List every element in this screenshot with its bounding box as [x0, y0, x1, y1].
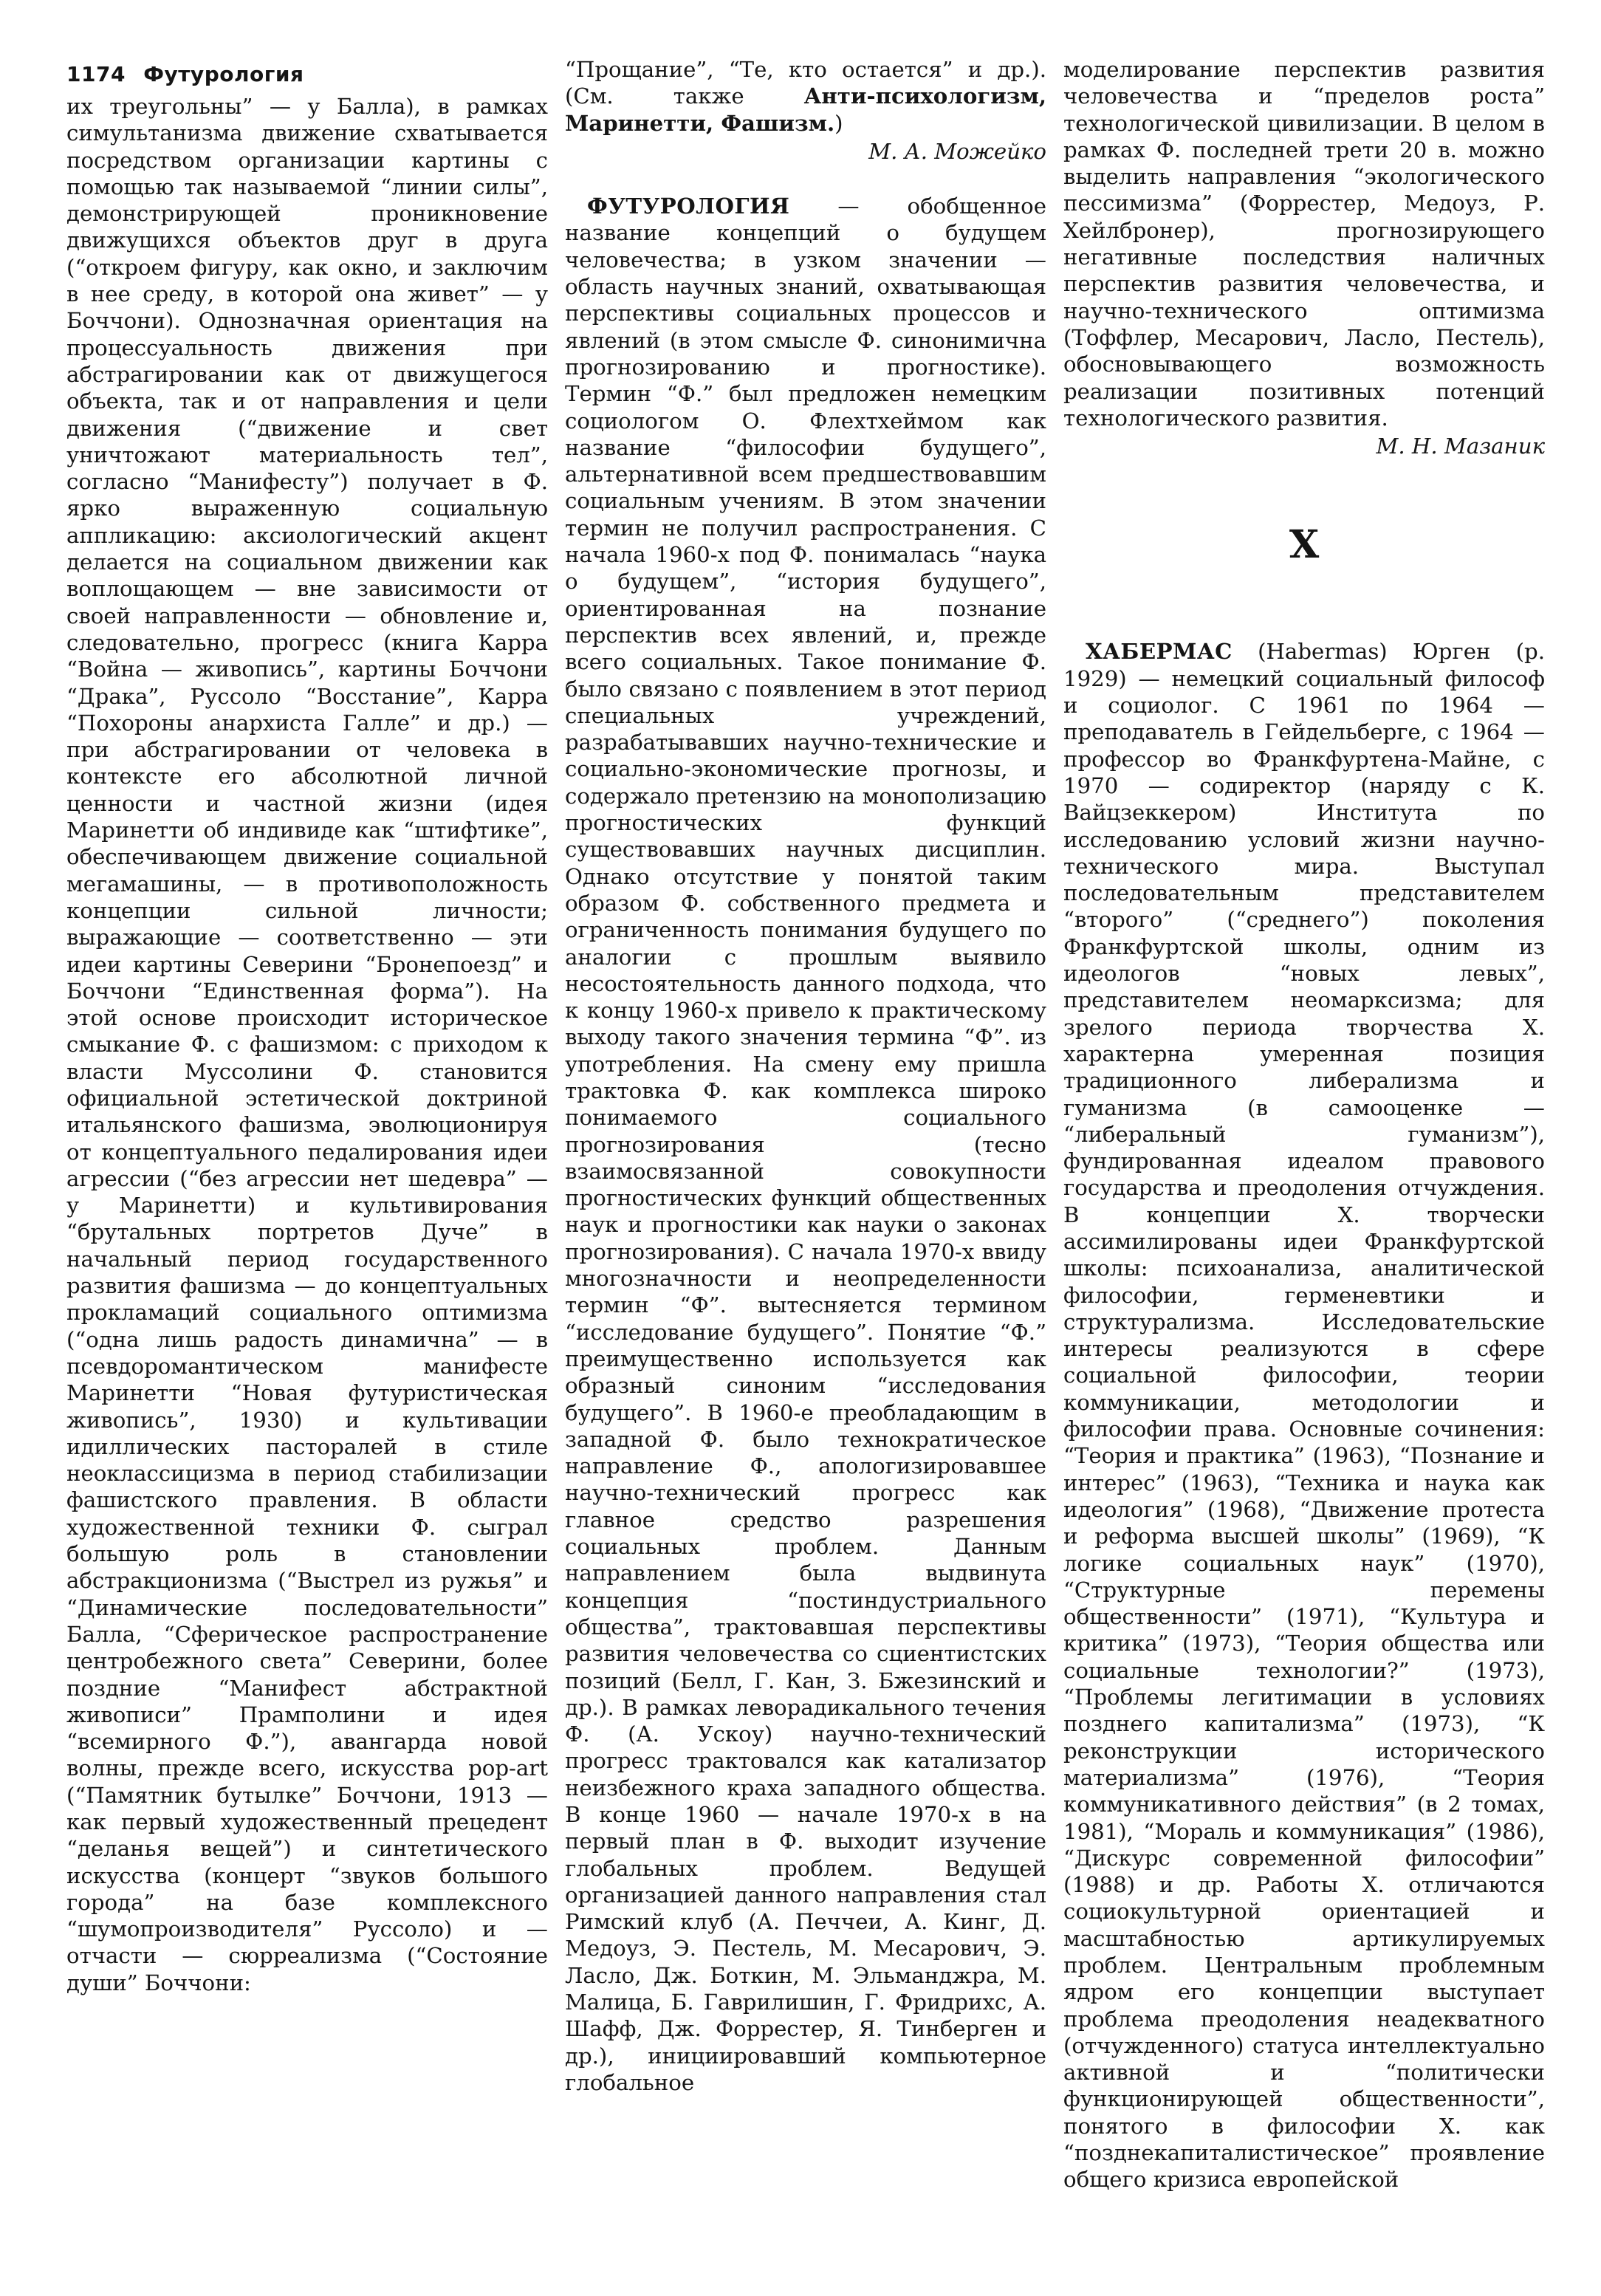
futurology-entry: [565, 193, 1046, 2096]
futurism-continuation-text: “Прощание”, “Те, кто остается” и др.). (См. также: [565, 57, 1046, 109]
entry-headword-habermas: ХАБЕРМАС: [1086, 639, 1233, 665]
column-2: [565, 56, 1046, 2242]
page-number: 1174: [66, 62, 126, 86]
author-signature-mazanik: М. Н. Мазаник: [1376, 434, 1545, 459]
running-head-title: Футурология: [143, 62, 304, 86]
futurism-entry-continuation: их треугольны” — у Балла), в рамках симультанизма движение схватывается посредством организации картины с помощью так называемой “линии силы”, демонстрирующей проникновение движущихся объектов друг в друга (“откроем фигуру, как окно, и заключим в нее среду, в которой она живет” — у Боччони). Однозначная ориентация на процессуальность движения при абстрагировании как от движущегося объекта, так и от направления и цели движения (“движение и свет уничтожают материальность тел”, согласно “Манифесту”) получает в Ф. ярко выраженную социальную аппликацию: аксиологический акцент делается на социальном движении как воплощающем — вне зависимости от своей направленности — обновление и, следовательно, прогресс (книга Карра “Война — живопись”, картины Боччони “Драка”, Руссоло “Восстание”, Карра “Похороны анархиста Галле” и др.) — при абстрагировании от человека в контексте его абсолютной личной ценности и частной жизни (идея Маринетти об индивиде как “штифтике”, обеспечивающем движение социальной мегамашины, — в противоположность концепции сильной личности; выражающие — соответственно — эти идеи картины Северини “Бронепоезд” и Боччони “Единственная форма”). На этой основе происходит историческое смыкание Ф. с фашизмом: с приходом к власти Муссолини Ф. становится официальной эстетической доктриной итальянского фашизма, эволюционируя от концептуального педалирования идеи агрессии (“без агрессии нет шедевра” — у Маринетти) и культивирования “брутальных портретов Дуче” в начальный период государственного развития фашизма — до концептуальных прокламаций социального оптимизма (“одна лишь радость динамична” — в псевдоромантическом манифесте Маринетти “Новая футуристическая живопись”, 1930) и культивации идиллических пасторалей в стиле неоклассицизма в период стабилизации фашистского правления. В области художественной техники Ф. сыграл большую роль в становлении абстракционизма (“Выстрел из ружья” и “Динамические последовательности” Балла, “Сферическое распространение центробежного света” Северини, более поздние “Манифест абстрактной живописи” Прамполини и идея “всемирного Ф.”), авангарда новой волны, прежде всего, искусства pop-art (“Памятник бутылке” Боччони, 1913 — как первый художественный прецедент “деланья вещей”) и синтетического искусства (концерт “звуков большого города” на базе комплексного “шумопроизводителя” Руссоло) и — отчасти — сюрреализма (“Состояние души” Боччони:: [66, 94, 548, 1995]
author-signature-mozheiko: М. А. Можейко: [868, 138, 1046, 164]
see-also-close: ): [834, 110, 843, 136]
entry-headword-futurology: ФУТУРОЛОГИЯ: [587, 193, 790, 219]
running-head: [66, 62, 304, 86]
futurology-entry-text: — обобщенное название концепций о будущем человечества; в узком значении — область научных знаний, охватывающая перспективы социальных процессов и явлений (в этом смысле Ф. синонимична прогнозированию и прогностике). Термин “Ф.” был предложен немецким социологом О. Флехтхеймом как название “философии будущего”, альтернативной всем предшествовавшим социальным учениям. В этом значении термин не получил распространения. С начала 1960-х под Ф. понималась “наука о будущем”, “история будущего”, ориентированная на познание перспектив всех явлений, и, прежде всего социальных. Такое понимание Ф. было связано с появлением в этот период специальных учреждений, разрабатывавших научно-технические и социально-экономические прогнозы, и содержало претензию на монополизацию прогностических функций существовавших научных дисциплин. Однако отсутствие у понятой таким образом Ф. собственного предмета и ограниченность понимания будущего по аналогии с прошлым выявило несостоятельность данного подхода, что к концу 1960-х привело к практическому выходу такого значения термина “Ф”. из употребления. На смену ему пришла трактовка Ф. как комплекса широко понимаемого социального прогнозирования (тесно взаимосвязанной совокупности прогностических функций общественных наук и прогностики как науки о законах прогнозирования). С начала 1970-х ввиду многозначности и неопределенности термин “Ф”. вытесняется термином “исследование будущего”. Понятие “Ф.” преимущественно используется как образный синоним “исследования будущего”. В 1960-е преобладающим в западной Ф. было технократическое направление Ф., апологизировавшее научно-технический прогресс как главное средство разрешения социальных проблем. Данным направлением была выдвинута концепция “постиндустриального общества”, трактовавшая перспективы развития человечества со сциентистских позиций (Белл, Г. Кан, З. Бжезинский и др.). В рамках леворадикального течения Ф. (А. Ускоу) научно-технический прогресс трактовался как катализатор неизбежного краха западного общества. В конце 1960 — начале 1970-х в на первый план в Ф. выходит изучение глобальных проблем. Ведущей организацией данного направления стал Римский клуб (А. Печчеи, А. Кинг, Д. Медоуз, Э. Пестель, М. Месарович, Э. Ласло, Дж. Боткин, М. Эльманджра, М. Малица, Б. Гаврилишин, Г. Фридрихс, А. Шафф, Дж. Форрестер, Я. Тинберген и др.), инициировавший компьютерное глобальное: [565, 193, 1046, 2095]
section-letter-heading: Х: [1289, 522, 1320, 568]
see-also-links[interactable]: Анти-психологизм, Маринетти, Фашизм.: [565, 83, 1046, 136]
futurology-entry-continuation: моделирование перспектив развития человечества и “пределов роста” технологической цивилизации. В целом в рамках Ф. последней трети 20 в. можно выделить направления “экологического пессимизма” (Форрестер, Медоуз, Р. Хейлбронер), прогнозирующего негативные последствия наличных перспектив развития человечества, и научно-технического оптимизма (Тоффлер, Месарович, Ласло, Пестель), обосновывающего возможность реализации позитивных потенций технологического развития.: [1063, 57, 1545, 431]
futurism-entry-ending: [565, 56, 1046, 137]
column-3: [1063, 56, 1545, 2242]
habermas-entry: [1063, 638, 1545, 2193]
column-1: [66, 93, 548, 2279]
habermas-entry-text: (Habermas) Юрген (р. 1929) — немецкий социальный философ и социолог. С 1961 по 1964 — преподаватель в Гейдельберге, с 1964 — профессор во Франкфуртена-Майне, с 1970 — содиректор (наряду с К. Вайцзеккером) Института по исследованию условий жизни научно-технического мира. Выступал последовательным представителем “второго” (“среднего”) поколения Франкфуртской школы, одним из идеологов “новых левых”, представителем неомарксизма; для зрелого периода творчества Х. характерна умеренная позиция традиционного либерализма и гуманизма (в самооценке — “либеральный гуманизм”), фундированная идеалом правового государства и преодоления отчуждения. В концепции Х. творчески ассимилированы идеи Франкфуртской школы: психоанализа, аналитической философии, герменевтики и структурализма. Исследовательские интересы реализуются в сфере социальной философии, теории коммуникации, методологии и философии права. Основные сочинения: “Теория и практика” (1963), “Познание и интерес” (1963), “Техника и наука как идеология” (1968), “Движение протеста и реформа высшей школы” (1969), “К логике социальных наук” (1970), “Структурные перемены общественности” (1971), “Культура и критика” (1973), “Теория общества или социальные технологии?” (1973), “Проблемы легитимации в условиях позднего капитализма” (1973), “К реконструкции исторического материализма” (1976), “Теория коммуникативного действия” (в 2 томах, 1981), “Мораль и коммуникация” (1986), “Дискурс современной философии” (1988) и др. Работы Х. отличаются социокультурной ориентацией и масштабностью артикулируемых проблем. Центральным проблемным ядром его концепции выступает проблема преодоления неадекватного (отчужденного) статуса интеллектуально активной и “политически функционирующей общественности”, понятого в философии Х. как “позднекапиталистическое” проявление общего кризиса европейской: [1063, 639, 1545, 2193]
